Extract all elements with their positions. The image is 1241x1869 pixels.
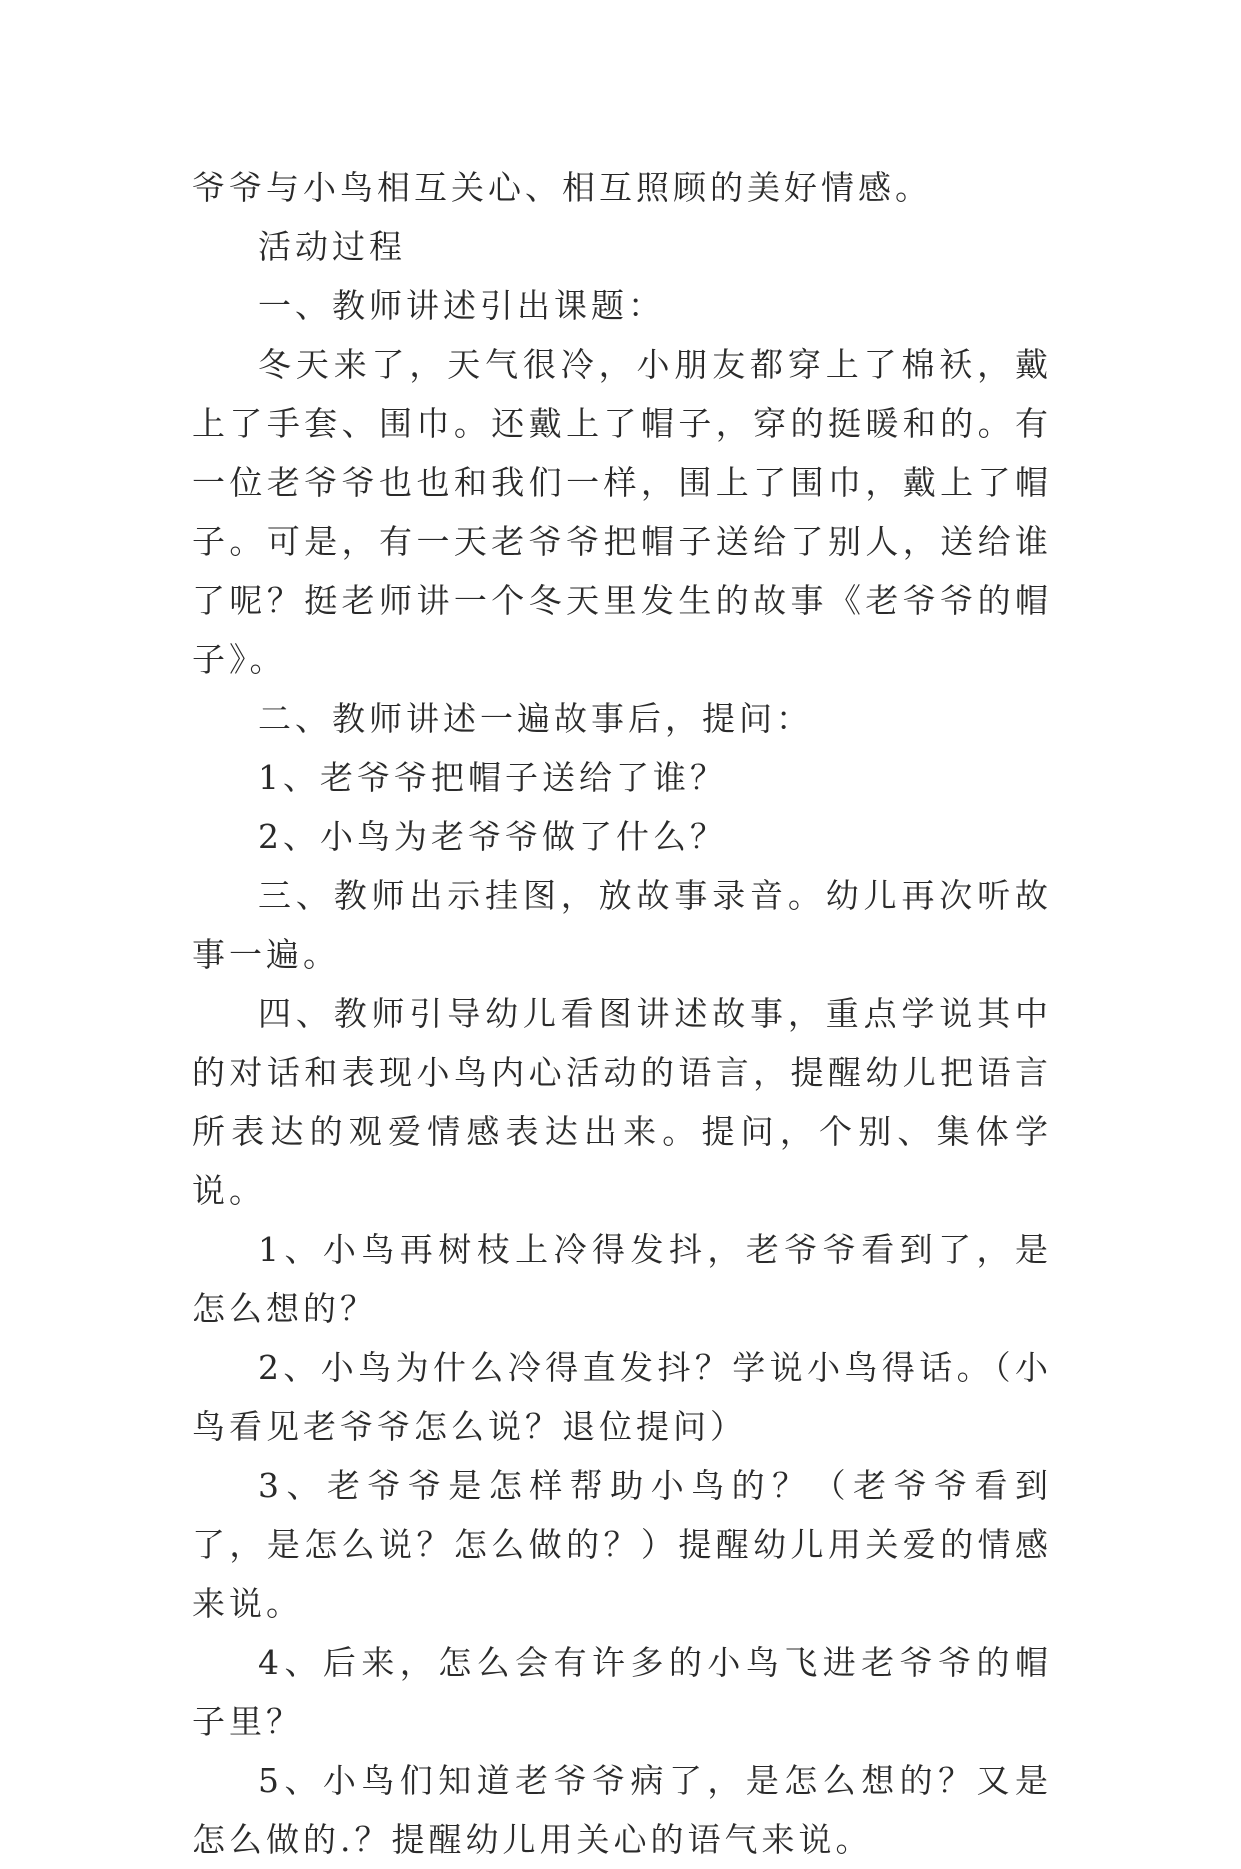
step-three-paragraph: 三、教师出示挂图，放故事录音。幼儿再次听故事一遍。 — [192, 876, 1052, 974]
step-one-heading: 一、教师讲述引出课题： — [258, 286, 665, 325]
document-body — [192, 158, 1052, 1869]
question-item: 4、后来，怎么会有许多的小鸟飞进老爷爷的帽子里？ — [192, 1643, 1052, 1741]
section-heading-activity-process: 活动过程 — [258, 227, 406, 266]
step-four-paragraph: 四、教师引导幼儿看图讲述故事，重点学说其中的对话和表现小鸟内心活动的语言，提醒幼儿把语言所表达的观爱情感表达出来。提问，个别、集体学说。 — [192, 994, 1052, 1210]
question-item: 3、老爷爷是怎样帮助小鸟的？（老爷爷看到了，是怎么说？怎么做的？）提醒幼儿用关爱的情感来说。 — [192, 1466, 1052, 1623]
question-item: 2、小鸟为老爷爷做了什么？ — [258, 817, 727, 856]
question-item: 1、小鸟再树枝上冷得发抖，老爷爷看到了，是怎么想的？ — [192, 1230, 1052, 1328]
question-item: 1、老爷爷把帽子送给了谁？ — [258, 758, 727, 797]
story-intro-paragraph: 冬天来了，天气很冷，小朋友都穿上了棉袄，戴上了手套、围巾。还戴上了帽子，穿的挺暖和的。有一位老爷爷也也和我们一样，围上了围巾，戴上了帽子。可是，有一天老爷爷把帽子送给了别人，送给谁了呢？挺老师讲一个冬天里发生的故事《老爷爷的帽子》。 — [192, 345, 1052, 679]
question-item: 5、小鸟们知道老爷爷病了，是怎么想的？又是怎么做的.？提醒幼儿用关心的语气来说。 — [192, 1761, 1052, 1859]
paragraph-continuation: 爷爷与小鸟相互关心、相互照顾的美好情感。 — [192, 168, 932, 207]
step-two-heading: 二、教师讲述一遍故事后，提问： — [258, 699, 813, 738]
question-item: 2、小鸟为什么冷得直发抖？学说小鸟得话。（小鸟看见老爷爷怎么说？退位提问） — [192, 1348, 1052, 1446]
